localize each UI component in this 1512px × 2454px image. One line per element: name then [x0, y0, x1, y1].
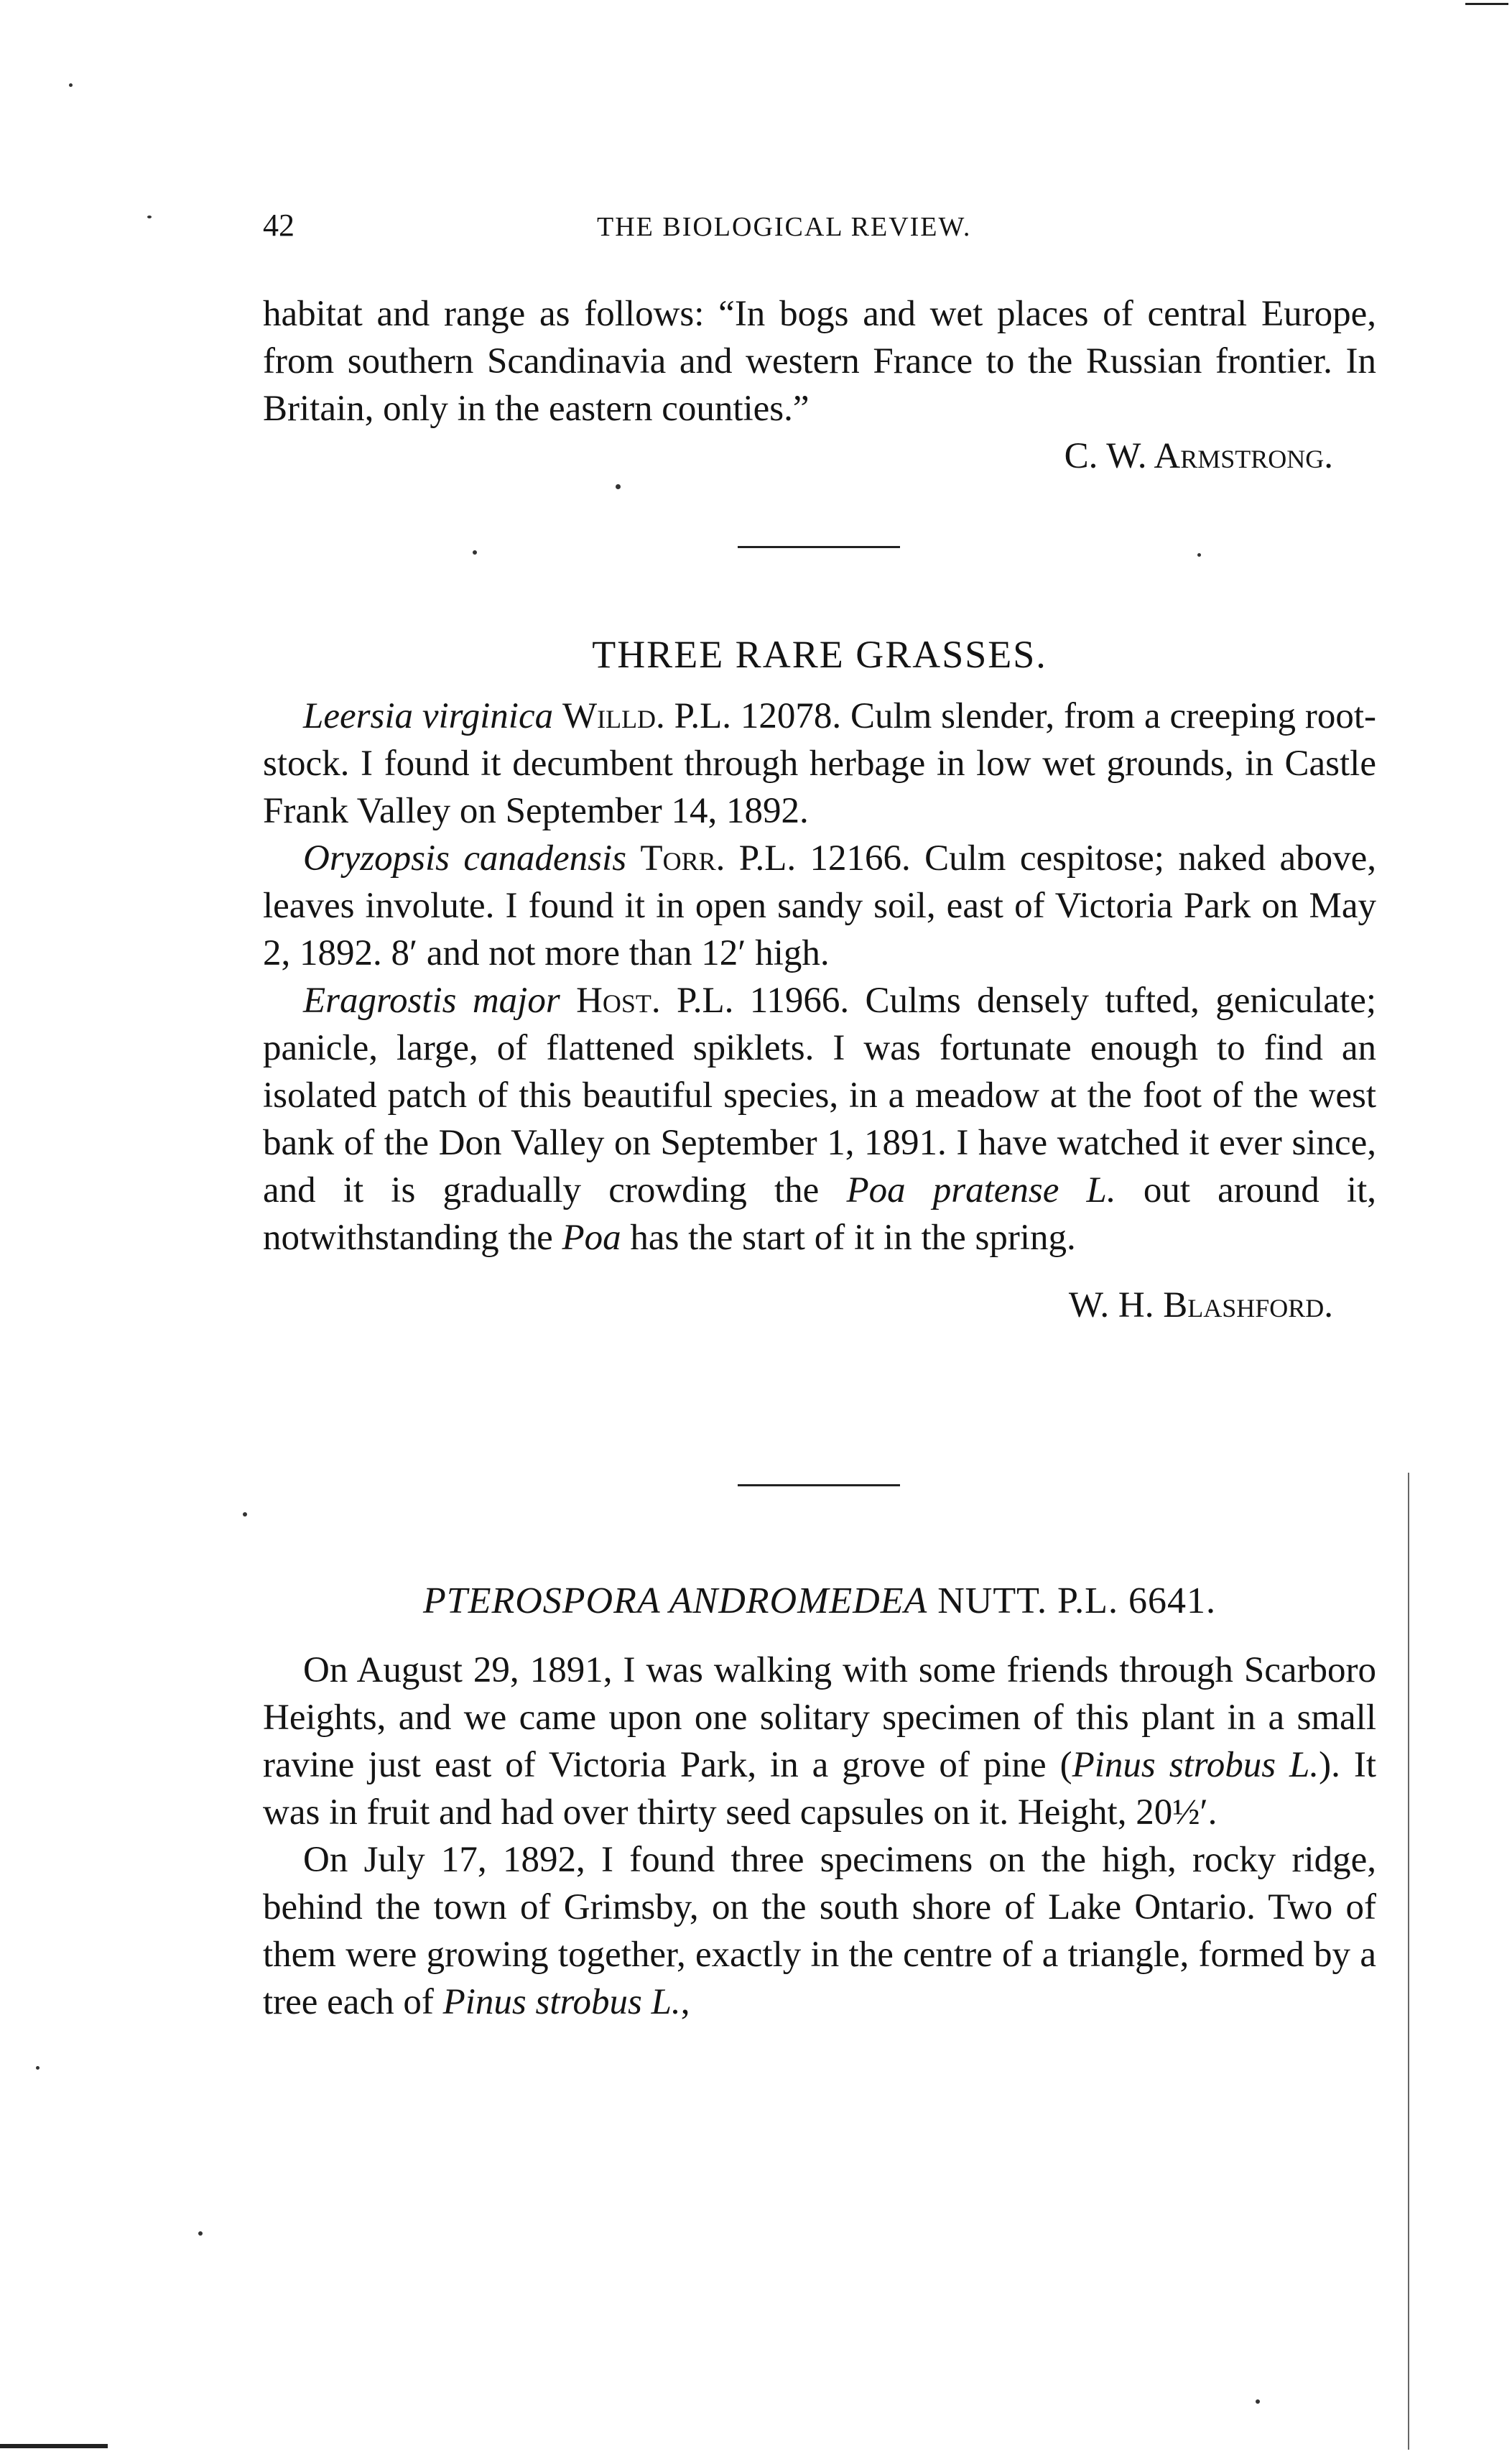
species-reference: Pinus strobus L. — [1072, 1745, 1319, 1785]
species-authority: Torr. — [640, 838, 725, 879]
entry-text: has the start of it in the spring. — [630, 1218, 1076, 1258]
species-reference: Poa pratense L. — [846, 1170, 1116, 1210]
scan-speck — [243, 1512, 247, 1517]
entry-text: P.L. 12166. Culm cespitose; naked above, leaves involute. I found it in open sandy soil, east of Victoria Park on May 2, 1892. 8′ and not more than 12′ high. — [263, 838, 1376, 973]
entry-text: out around it, notwithstanding the — [263, 1170, 1376, 1258]
species-name: Oryzopsis canadensis — [303, 838, 627, 879]
running-head — [263, 207, 1376, 250]
section-divider — [738, 546, 900, 548]
species-authority: Host. — [576, 981, 661, 1021]
scan-speck — [473, 550, 477, 555]
scan-speck — [616, 484, 621, 489]
scan-edge-mark — [1408, 1473, 1409, 2450]
entry-text: P.L. 12078. Culm slender, from a creeping root-stock. I found it decumbent through herbage in low wet grounds, in Castle Frank Valley on September 14, 1892. — [263, 696, 1377, 831]
entry-eragrostis — [263, 977, 1376, 1261]
species-authority: Willd. — [562, 696, 665, 736]
scan-speck — [36, 2066, 40, 2070]
scan-speck — [69, 83, 73, 87]
signature-blashford: W. H. Blashford. — [1068, 1285, 1333, 1325]
paragraph-text: ). It was in fruit and had over thirty seed capsules on it. Height, 20½′. — [263, 1745, 1376, 1833]
paragraph-text: , — [680, 1982, 690, 2022]
scan-speck — [147, 216, 152, 218]
pterospora-paragraph-2 — [263, 1836, 1376, 2026]
journal-title: THE BIOLOGICAL REVIEW. — [597, 212, 972, 242]
title-authority: NUTT. P.L. 6641. — [937, 1580, 1216, 1621]
signature-armstrong: C. W. Armstrong. — [1064, 436, 1333, 476]
scan-edge-mark — [1465, 3, 1508, 5]
page-number: 42 — [263, 208, 294, 243]
continuation-paragraph: habitat and range as follows: “In bogs and wet places of central Europe, from southern Scandinavia and western France to the Russian frontier. In Britain, only in the eastern counties.” — [263, 294, 1376, 429]
continuation-block — [263, 290, 1376, 480]
three-rare-grasses-section — [263, 631, 1376, 1329]
pterospora-section — [263, 1578, 1376, 2026]
section-divider — [738, 1484, 900, 1486]
scan-edge-mark — [0, 2444, 108, 2448]
paragraph-text: On July 17, 1892, I found three specimens on the high, rocky ridge, behind the town of Grimsby, on the south shore of Lake Ontario. Two of them were growing together, exactly in the centre of a triangle, formed by a tree each of — [263, 1840, 1376, 2022]
title-species: PTEROSPORA ANDROMEDEA — [423, 1580, 928, 1621]
entry-leersia — [263, 693, 1376, 835]
section-title-pterospora — [263, 1578, 1376, 1625]
scan-speck — [198, 2231, 203, 2236]
pterospora-paragraph-1 — [263, 1647, 1376, 1836]
entry-text: P.L. 11966. Culms densely tufted, geniculate; panicle, large, of flattened spiklets. I was fortunate enough to find an isolated patch of this beautiful species, in a meadow at the foot of the west bank of the Don Valley on September 1, 1891. I have watched it ever since, and it is gradually crowding the — [263, 981, 1377, 1210]
section-title-grasses: THREE RARE GRASSES. — [592, 633, 1047, 676]
scan-speck — [1256, 2399, 1260, 2404]
species-reference: Pinus strobus L. — [442, 1982, 681, 2022]
entry-oryzopsis — [263, 835, 1376, 977]
species-name: Eragrostis major — [303, 981, 560, 1021]
paragraph-text: On August 29, 1891, I was walking with some friends through Scarboro Heights, and we came upon one solitary specimen of this plant in a small ravine just east of Victoria Park, in a grove of pine ( — [263, 1650, 1376, 1785]
species-reference: Poa — [562, 1218, 621, 1258]
scan-speck — [1197, 553, 1201, 557]
species-name: Leersia virginica — [303, 696, 554, 736]
